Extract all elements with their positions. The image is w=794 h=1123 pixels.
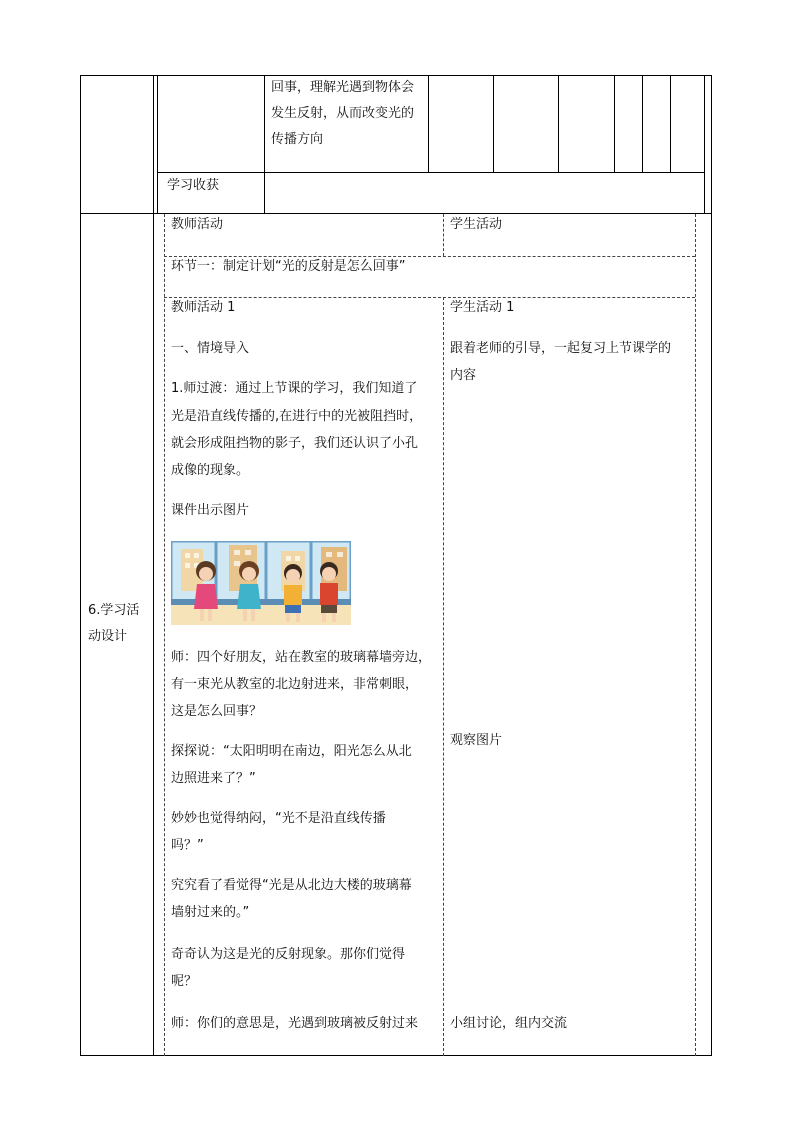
goal-line-2: 发生反射，从而改变光的 (271, 106, 415, 121)
table-right-border (711, 75, 712, 1056)
tantan-line-2: 边照进来了？” (171, 771, 256, 786)
child-4 (320, 562, 338, 622)
activity-col-divider-a (443, 214, 444, 256)
table-left-border (80, 75, 81, 1056)
goal-line-3: 传播方向 (271, 132, 324, 147)
harvest-label: 学习收获 (167, 178, 220, 193)
grid-col-2 (558, 75, 559, 172)
grid-col-3 (614, 75, 615, 172)
teacher-scene-line-2: 有一束光从教室的北边射进来，非常刺眼， (171, 677, 419, 692)
side-label-line-1: 6.学习活 (88, 603, 140, 618)
student-activity-title: 学生活动 1 (450, 300, 515, 315)
qiqi-line-2: 呢？ (171, 974, 198, 989)
grid-col-5 (670, 75, 671, 172)
teacher-activity-header: 教师活动 (171, 217, 224, 232)
segment-row-bottom (164, 297, 695, 298)
student-activity-header: 学生活动 (450, 217, 503, 232)
classroom-window-children-illustration (171, 541, 351, 625)
teacher-activity-title: 教师活动 1 (171, 300, 236, 315)
activity-frame-right (695, 214, 696, 1056)
activity-col-divider-b (443, 297, 444, 1056)
teacher-transition-line-2: 光是沿直线传播的,在进行中的光被阻挡时， (171, 409, 423, 424)
goal-col-left (264, 75, 265, 214)
student-review-line-1: 跟着老师的引导，一起复习上节课学的 (450, 341, 672, 356)
teacher-transition-line-3: 就会形成阻挡物的影子，我们还认识了小孔 (171, 436, 419, 451)
illustration-svg (171, 541, 351, 625)
teacher-scene-line-1: 师：四个好朋友，站在教室的玻璃幕墙旁边， (171, 650, 432, 665)
teacher-transition-line-1: 1.师过渡：通过上节课的学习，我们知道了 (171, 381, 418, 396)
table-bottom-border (80, 1055, 712, 1056)
grid-col-4 (642, 75, 643, 172)
teacher-transition-line-4: 成像的现象。 (171, 463, 250, 478)
qiqi-line-1: 奇奇认为这是光的反射现象。那你们觉得 (171, 947, 406, 962)
goal-line-1: 回事，理解光遇到物体会 (271, 80, 415, 95)
inner-left-border-a (153, 75, 154, 1056)
activity-frame-left (164, 214, 165, 1056)
goal-col-right (428, 75, 429, 172)
inner-left-border-b (157, 75, 158, 214)
teacher-summary-line: 师：你们的意思是，光遇到玻璃被反射过来 (171, 1016, 419, 1031)
inner-right-border (704, 75, 705, 214)
teacher-intro-heading: 一、情境导入 (171, 341, 250, 356)
tantan-line-1: 探探说：“太阳明明在南边，阳光怎么从北 (171, 744, 412, 759)
teacher-scene-line-3: 这是怎么回事？ (171, 704, 263, 719)
side-label-line-2: 动设计 (88, 629, 128, 644)
student-review-line-2: 内容 (450, 368, 477, 383)
miaomiao-line-2: 吗？” (171, 838, 204, 853)
student-discuss-note: 小组讨论，组内交流 (450, 1016, 568, 1031)
student-observe-note: 观察图片 (450, 733, 503, 748)
courseware-show-image: 课件出示图片 (171, 503, 250, 518)
jiujiu-line-2: 墙射过来的。” (171, 905, 250, 920)
jiujiu-line-1: 究究看了看觉得“光是从北边大楼的玻璃幕 (171, 878, 412, 893)
grid-col-1 (493, 75, 494, 172)
miaomiao-line-1: 妙妙也觉得纳闷，“光不是沿直线传播 (171, 811, 386, 826)
harvest-row-top (157, 172, 705, 173)
segment-title: 环节一：制定计划“光的反射是怎么回事” (171, 259, 406, 274)
